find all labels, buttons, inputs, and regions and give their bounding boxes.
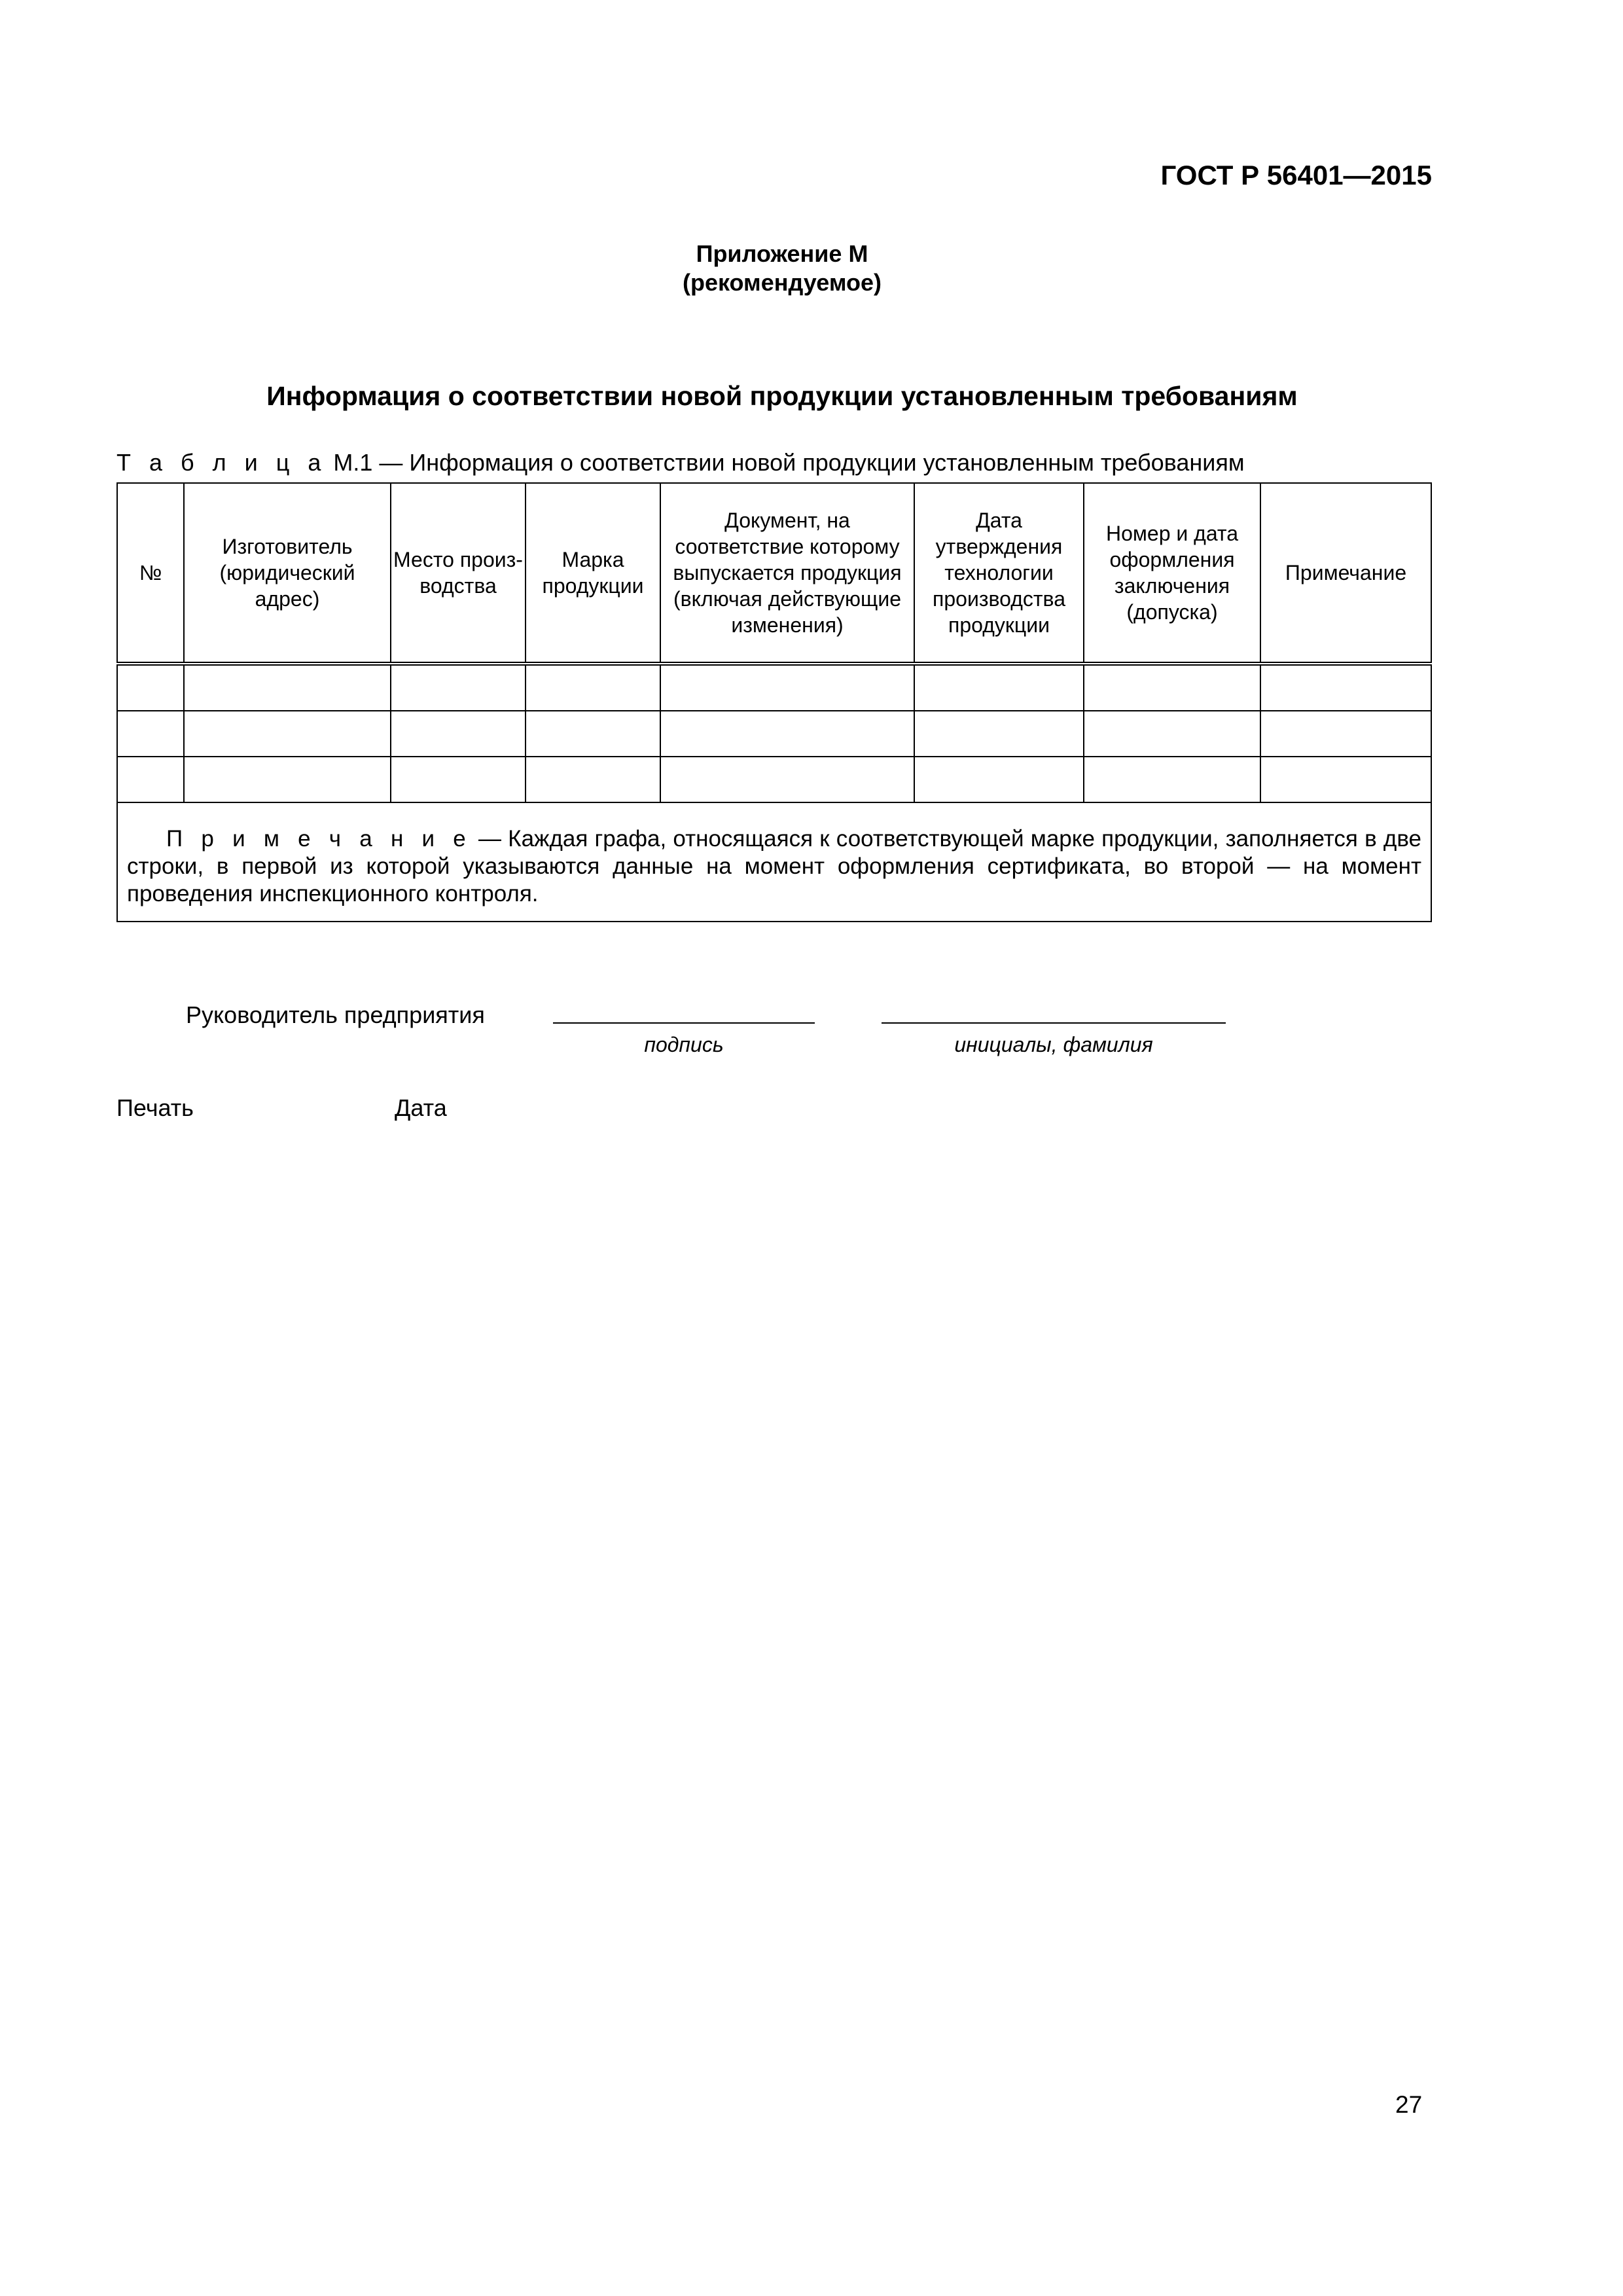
table-cell[interactable]: [914, 711, 1084, 757]
table-cell[interactable]: [660, 757, 914, 802]
table-cell[interactable]: [391, 664, 526, 711]
table-cell[interactable]: [526, 664, 660, 711]
table-cell[interactable]: [526, 757, 660, 802]
table-cell[interactable]: [184, 711, 391, 757]
table-cell[interactable]: [1260, 711, 1431, 757]
table-note-label: П р и м е ч а н и е: [166, 826, 472, 852]
table-cell[interactable]: [184, 757, 391, 802]
table-cell[interactable]: [391, 711, 526, 757]
table-note: [117, 802, 1431, 922]
table-cell[interactable]: [1084, 757, 1260, 802]
appendix-status: (рекомендуемое): [683, 269, 882, 296]
header-remark: Примечание: [1260, 483, 1431, 664]
name-line[interactable]: [882, 1022, 1226, 1024]
table-cell[interactable]: [660, 711, 914, 757]
page-number: 27: [1395, 2091, 1423, 2118]
signature-hint: подпись: [644, 1033, 724, 1056]
table-cell[interactable]: [914, 757, 1084, 802]
table-row: [117, 664, 1431, 711]
name-hint: инициалы, фамилия: [954, 1033, 1153, 1056]
table-note-row: [117, 802, 1431, 922]
table-cell[interactable]: [660, 664, 914, 711]
header-production-site: Место произ-водства: [391, 483, 526, 664]
signatory-label: Руководитель предприятия: [186, 1001, 485, 1028]
header-manufacturer: Изготовитель (юридический адрес): [184, 483, 391, 664]
table-cell[interactable]: [184, 664, 391, 711]
table-cell[interactable]: [526, 711, 660, 757]
date-label: Дата: [395, 1094, 447, 1121]
table-cell[interactable]: [1084, 664, 1260, 711]
table-cell[interactable]: [1260, 757, 1431, 802]
stamp-label: Печать: [116, 1094, 194, 1121]
table-row: [117, 711, 1431, 757]
table-cell[interactable]: [117, 711, 184, 757]
section-title: Информация о соответствии новой продукции установленным требованиям: [266, 381, 1298, 411]
table-cell[interactable]: [1084, 711, 1260, 757]
table-cell[interactable]: [391, 757, 526, 802]
header-conclusion-number: Номер и дата оформления заключения (допуска): [1084, 483, 1260, 664]
header-technology-date: Дата утверждения технологии производства продукции: [914, 483, 1084, 664]
table-caption: [116, 449, 1245, 476]
table-header-row: [117, 483, 1431, 664]
appendix-heading: [0, 240, 1564, 297]
standard-number: ГОСТ Р 56401—2015: [1160, 160, 1432, 190]
table-cell[interactable]: [1260, 664, 1431, 711]
appendix-title: Приложение М: [696, 240, 868, 267]
table-cell[interactable]: [117, 664, 184, 711]
header-number: №: [117, 483, 184, 664]
header-product-brand: Марка продукции: [526, 483, 660, 664]
table-cell[interactable]: [914, 664, 1084, 711]
header-compliance-document: Документ, на соответствие которому выпускается продукция (включая действующие изменения): [660, 483, 914, 664]
compliance-table: [116, 482, 1432, 922]
table-row: [117, 757, 1431, 802]
table-caption-text: М.1 — Информация о соответствии новой продукции установленным требованиям: [327, 449, 1245, 476]
signature-line[interactable]: [553, 1022, 815, 1024]
table-cell[interactable]: [117, 757, 184, 802]
table-caption-label: Т а б л и ц а: [116, 449, 327, 476]
table-note-text: — Каждая графа, относящаяся к соответствующей марке продукции, заполняется в две строки, в первой из которой указываются данные на момент оформления сертификата, во второй — на момент проведения инспекционного контроля.: [127, 826, 1421, 906]
